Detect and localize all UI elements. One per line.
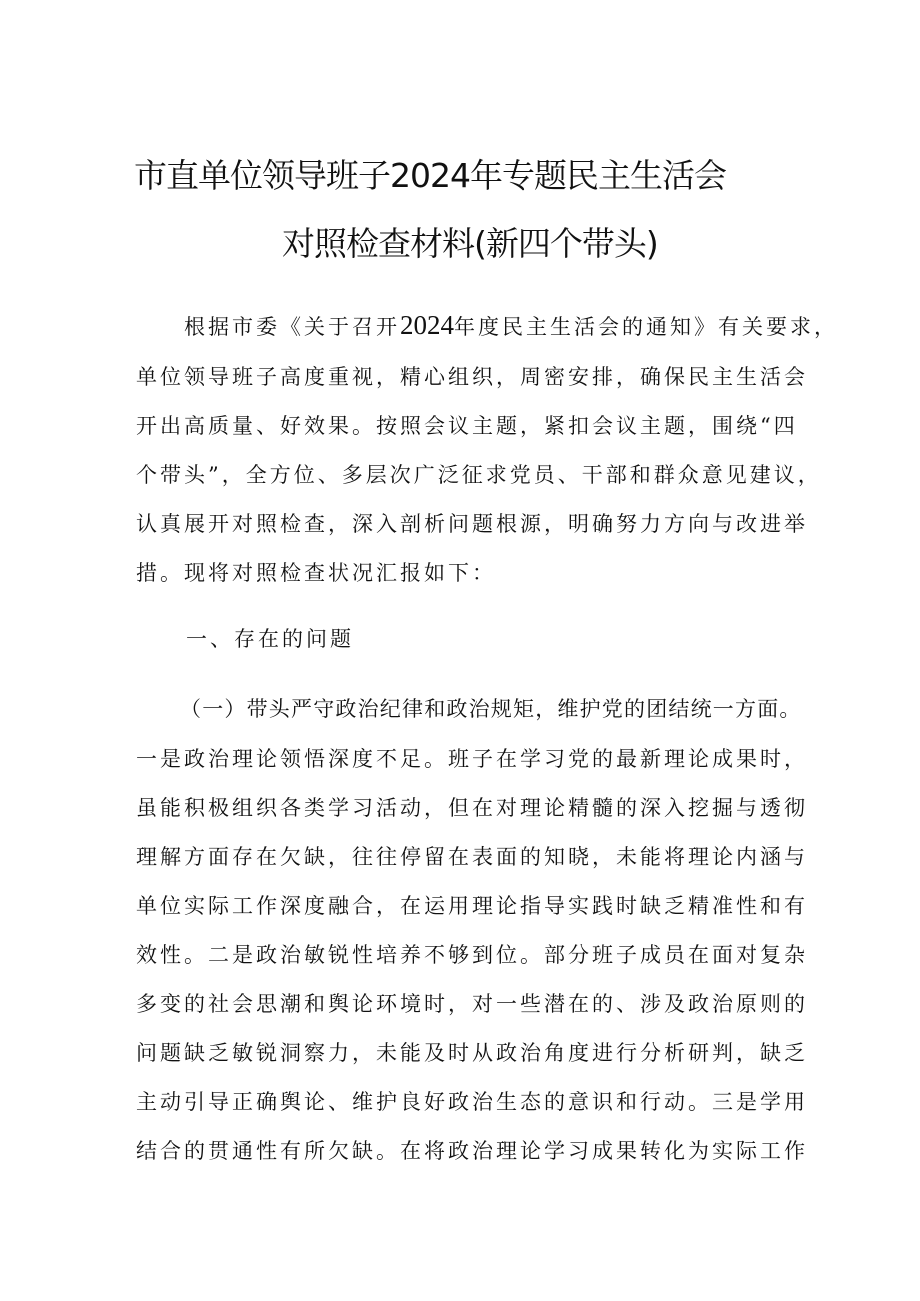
intro-paragraph-line-3: 开出高质量、好效果。按照会议主题，紧扣会议主题，围绕“四 <box>136 414 798 438</box>
section-heading: 一、存在的问题 <box>186 627 354 651</box>
intro-paragraph-line-1 <box>184 310 838 341</box>
intro-year: 2024 <box>400 310 454 340</box>
document-title-line-1: 市直单位领导班子2024年专题民主生活会 <box>134 156 726 195</box>
body-line: 效性。二是政治敏锐性培养不够到位。部分班子成员在面对复杂 <box>136 943 808 967</box>
intro-text: 年度民主生活会的通知》有关要求， <box>454 315 838 339</box>
body-line: 结合的贯通性有所欠缺。在将政治理论学习成果转化为实际工作 <box>136 1139 808 1163</box>
body-line: 一是政治理论领悟深度不足。班子在学习党的最新理论成果时， <box>136 747 808 771</box>
document-title-line-2: 对照检查材料(新四个带头) <box>282 224 658 263</box>
body-line: 主动引导正确舆论、维护良好政治生态的意识和行动。三是学用 <box>136 1090 808 1114</box>
intro-paragraph-line-6: 措。现将对照检查状况汇报如下： <box>136 561 496 585</box>
intro-paragraph-line-5: 认真展开对照检查，深入剖析问题根源，明确努力方向与改进举 <box>136 512 808 536</box>
intro-paragraph-line-4: 个带头”，全方位、多层次广泛征求党员、干部和群众意见建议， <box>136 463 822 487</box>
body-line: 虽能积极组织各类学习活动，但在对理论精髓的深入挖掘与透彻 <box>136 796 808 820</box>
body-line: 理解方面存在欠缺，往往停留在表面的知晓，未能将理论内涵与 <box>136 845 808 869</box>
body-line: 单位实际工作深度融合，在运用理论指导实践时缺乏精准性和有 <box>136 894 808 918</box>
body-line: 问题缺乏敏锐洞察力，未能及时从政治角度进行分析研判，缺乏 <box>136 1041 808 1065</box>
intro-paragraph-line-2: 单位领导班子高度重视，精心组织，周密安排，确保民主生活会 <box>136 365 808 389</box>
body-line: 多变的社会思潮和舆论环境时，对一些潜在的、涉及政治原则的 <box>136 992 808 1016</box>
subsection-heading: （一）带头严守政治纪律和政治规矩，维护党的团结统一方面。 <box>180 697 802 721</box>
intro-text: 根据市委《关于召开 <box>184 315 400 339</box>
